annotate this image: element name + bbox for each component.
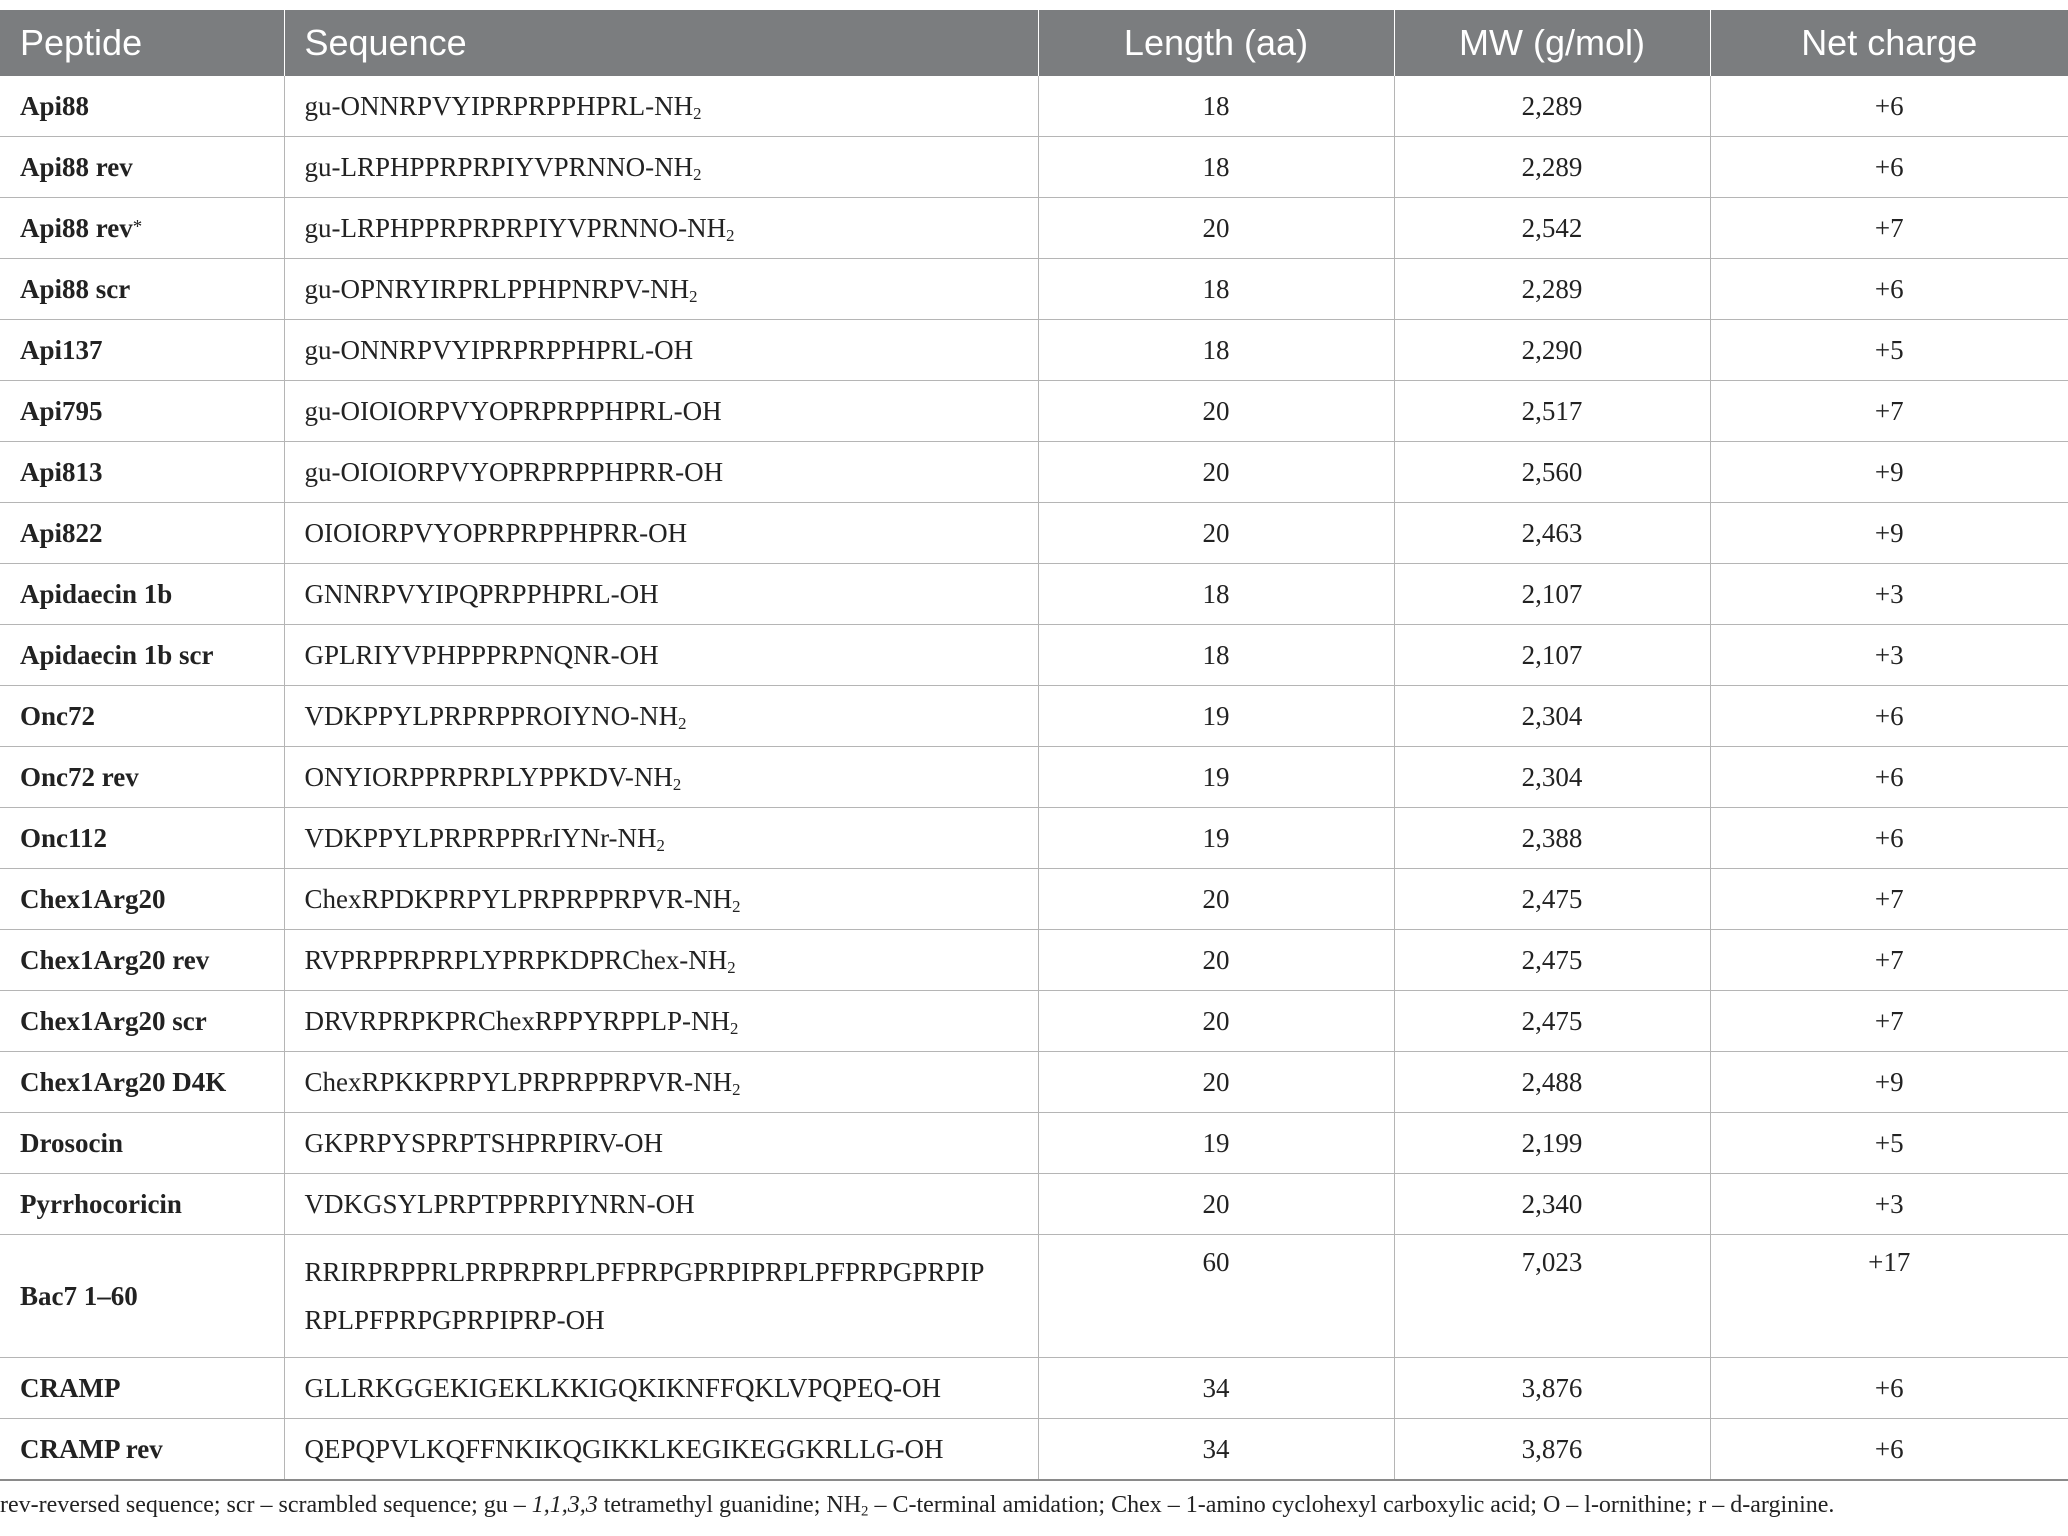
cell-net-charge: +6 (1710, 1358, 2068, 1419)
cell-length: 20 (1038, 1174, 1394, 1235)
sequence-subscript: 2 (672, 774, 682, 794)
peptide-name: Bac7 1–60 (20, 1280, 138, 1311)
sequence-subscript: 2 (730, 1018, 739, 1038)
cell-mw: 2,463 (1394, 503, 1710, 564)
table-row (0, 869, 2068, 930)
cell-net-charge: +5 (1710, 1113, 2068, 1174)
sequence-text: gu-LRPHPPRPRPRPIYVPRNNO-NH (304, 212, 727, 243)
table-row (0, 991, 2068, 1052)
sequence-text: gu-OIOIORPVYOPRPRPPHPRL-OH (304, 395, 722, 426)
sequence-text: OIOIORPVYOPRPRPPHPRR-OH (304, 517, 688, 548)
cell-net-charge: +6 (1710, 1419, 2068, 1481)
cell-mw: 2,199 (1394, 1113, 1710, 1174)
sequence-text: GKPRPYSPRPTSHPRPIRV-OH (304, 1127, 663, 1158)
cell-peptide (0, 1235, 284, 1358)
cell-length: 18 (1038, 137, 1394, 198)
cell-length: 18 (1038, 564, 1394, 625)
cell-sequence (284, 442, 1038, 503)
cell-net-charge: +6 (1710, 686, 2068, 747)
peptide-name: Apidaecin 1b scr (20, 639, 214, 670)
cell-peptide (0, 991, 284, 1052)
cell-net-charge: +7 (1710, 991, 2068, 1052)
peptide-name: Api88 (20, 90, 90, 121)
peptide-name: Chex1Arg20 (20, 883, 166, 914)
cell-sequence (284, 930, 1038, 991)
cell-peptide (0, 564, 284, 625)
table-row (0, 259, 2068, 320)
cell-net-charge: +5 (1710, 320, 2068, 381)
cell-length: 19 (1038, 808, 1394, 869)
cell-net-charge: +7 (1710, 930, 2068, 991)
sequence-subscript: 2 (727, 957, 736, 977)
table-row (0, 198, 2068, 259)
cell-sequence (284, 869, 1038, 930)
cell-mw: 2,475 (1394, 991, 1710, 1052)
cell-mw: 2,560 (1394, 442, 1710, 503)
cell-net-charge: +9 (1710, 1052, 2068, 1113)
cell-sequence (284, 381, 1038, 442)
table-row (0, 625, 2068, 686)
peptide-name: Api88 rev (20, 212, 133, 243)
table-row (0, 930, 2068, 991)
sequence-text: VDKPPYLPRPRPPROIYNO-NH (304, 700, 679, 731)
sequence-subscript: 2 (726, 225, 735, 245)
sequence-text: GNNRPVYIPQPRPPHPRL-OH (304, 578, 659, 609)
cell-sequence (284, 137, 1038, 198)
cell-peptide (0, 869, 284, 930)
sequence-subscript: 2 (732, 1079, 741, 1099)
cell-peptide (0, 747, 284, 808)
peptide-name: Api822 (20, 517, 103, 548)
cell-sequence (284, 503, 1038, 564)
cell-length: 34 (1038, 1358, 1394, 1419)
cell-mw: 2,340 (1394, 1174, 1710, 1235)
cell-net-charge: +9 (1710, 503, 2068, 564)
cell-peptide (0, 503, 284, 564)
table-row (0, 1174, 2068, 1235)
cell-length: 60 (1038, 1235, 1394, 1358)
cell-sequence (284, 1052, 1038, 1113)
table-footnote (0, 1492, 2068, 1519)
table-row (0, 747, 2068, 808)
cell-net-charge: +6 (1710, 259, 2068, 320)
cell-sequence (284, 747, 1038, 808)
footnote-subscript: 2 (861, 1503, 869, 1520)
sequence-text: gu-LRPHPPRPRPIYVPRNNO-NH (304, 151, 694, 182)
cell-length: 20 (1038, 198, 1394, 259)
cell-length: 18 (1038, 76, 1394, 137)
table-row (0, 808, 2068, 869)
sequence-subscript: 2 (732, 896, 741, 916)
sequence-text: ONYIORPPRPRPLYPPKDV-NH (304, 761, 673, 792)
sequence-text: VDKGSYLPRPTPPRPIYNRN-OH (304, 1188, 695, 1219)
footnote-italic: 1,1,3,3 (531, 1492, 598, 1518)
cell-mw: 2,517 (1394, 381, 1710, 442)
header-sequence: Sequence (284, 10, 1038, 76)
table-row (0, 564, 2068, 625)
sequence-subscript: 2 (693, 164, 702, 184)
cell-sequence (284, 320, 1038, 381)
sequence-text: GLLRKGGEKIGEKLKKIGQKIKNFFQKLVPQPEQ-OH (304, 1372, 941, 1403)
cell-length: 18 (1038, 625, 1394, 686)
sequence-subscript: 2 (689, 286, 698, 306)
sequence-text: ChexRPKKPRPYLPRPRPPRPVR-NH (304, 1066, 733, 1097)
cell-length: 20 (1038, 442, 1394, 503)
table-row (0, 320, 2068, 381)
cell-sequence (284, 991, 1038, 1052)
peptide-name: Api88 rev (20, 151, 133, 182)
cell-peptide (0, 686, 284, 747)
table-row (0, 686, 2068, 747)
cell-mw: 7,023 (1394, 1235, 1710, 1358)
peptide-name: Chex1Arg20 rev (20, 944, 210, 975)
table-row (0, 1052, 2068, 1113)
cell-peptide (0, 1113, 284, 1174)
cell-sequence (284, 1174, 1038, 1235)
cell-peptide (0, 1358, 284, 1419)
cell-peptide (0, 808, 284, 869)
table-row (0, 76, 2068, 137)
cell-peptide (0, 1419, 284, 1481)
cell-mw: 2,289 (1394, 137, 1710, 198)
cell-length: 20 (1038, 869, 1394, 930)
sequence-subscript: 2 (693, 103, 702, 123)
peptide-name: Onc72 rev (20, 761, 139, 792)
sequence-text-continued: RPLPFPRPGPRPIPRP-OH (304, 1305, 605, 1335)
table-row (0, 381, 2068, 442)
footnote-text-1: rev-reversed sequence; scr – scrambled sequence; gu – (0, 1492, 532, 1518)
cell-peptide (0, 137, 284, 198)
cell-peptide (0, 259, 284, 320)
cell-mw: 2,388 (1394, 808, 1710, 869)
cell-mw: 2,475 (1394, 869, 1710, 930)
cell-peptide (0, 76, 284, 137)
table-header (0, 10, 2068, 76)
table-row (0, 137, 2068, 198)
cell-net-charge: +6 (1710, 808, 2068, 869)
cell-mw: 2,289 (1394, 259, 1710, 320)
cell-net-charge: +7 (1710, 198, 2068, 259)
cell-net-charge: +3 (1710, 625, 2068, 686)
table-row (0, 442, 2068, 503)
sequence-text: QEPQPVLKQFFNKIKQGIKKLKEGIKEGGKRLLG-OH (304, 1433, 944, 1464)
cell-net-charge: +6 (1710, 747, 2068, 808)
header-length: Length (aa) (1038, 10, 1394, 76)
header-net-charge: Net charge (1710, 10, 2068, 76)
cell-sequence (284, 625, 1038, 686)
cell-sequence (284, 259, 1038, 320)
peptide-name: Api137 (20, 334, 103, 365)
table-row (0, 1113, 2068, 1174)
sequence-text: gu-OIOIORPVYOPRPRPPHPRR-OH (304, 456, 724, 487)
peptide-name: Onc112 (20, 822, 108, 853)
peptide-name: CRAMP rev (20, 1433, 163, 1464)
peptide-name: Apidaecin 1b (20, 578, 173, 609)
footnote-text-3: tetramethyl guanidine; NH (597, 1492, 862, 1518)
peptide-name: Chex1Arg20 scr (20, 1005, 207, 1036)
sequence-text: VDKPPYLPRPRPPRrIYNr-NH (304, 822, 657, 853)
cell-net-charge: +3 (1710, 564, 2068, 625)
peptide-name: Api813 (20, 456, 103, 487)
cell-peptide (0, 198, 284, 259)
cell-mw: 2,304 (1394, 747, 1710, 808)
sequence-text: gu-ONNRPVYIPRPRPPHPRL-OH (304, 334, 694, 365)
cell-sequence (284, 1113, 1038, 1174)
cell-net-charge: +17 (1710, 1235, 2068, 1358)
cell-mw: 2,475 (1394, 930, 1710, 991)
cell-length: 19 (1038, 686, 1394, 747)
cell-mw: 2,290 (1394, 320, 1710, 381)
cell-sequence (284, 1358, 1038, 1419)
cell-mw: 2,488 (1394, 1052, 1710, 1113)
cell-length: 19 (1038, 747, 1394, 808)
table-row (0, 1419, 2068, 1481)
cell-peptide (0, 1052, 284, 1113)
cell-peptide (0, 442, 284, 503)
cell-length: 20 (1038, 991, 1394, 1052)
cell-net-charge: +6 (1710, 76, 2068, 137)
header-mw: MW (g/mol) (1394, 10, 1710, 76)
cell-sequence (284, 1235, 1038, 1358)
peptide-name: Onc72 (20, 700, 96, 731)
peptide-name: Api88 scr (20, 273, 131, 304)
table-row (0, 1358, 2068, 1419)
cell-mw: 3,876 (1394, 1419, 1710, 1481)
cell-net-charge: +7 (1710, 381, 2068, 442)
header-row (0, 10, 2068, 76)
table-row (0, 503, 2068, 564)
sequence-subscript: 2 (656, 835, 665, 855)
sequence-text: DRVRPRPKPRChexRPPYRPPLP-NH (304, 1005, 730, 1036)
sequence-text: gu-OPNRYIRPRLPPHPNRPV-NH (304, 273, 690, 304)
cell-peptide (0, 320, 284, 381)
peptide-footnote-mark: * (132, 215, 143, 237)
peptide-name: Pyrrhocoricin (20, 1188, 182, 1219)
cell-length: 20 (1038, 381, 1394, 442)
sequence-text: RRIRPRPPRLPRPRPRPLPFPRPGPRPIPRPLPFPRPGPRPIP (304, 1257, 985, 1287)
cell-mw: 3,876 (1394, 1358, 1710, 1419)
cell-peptide (0, 381, 284, 442)
cell-length: 20 (1038, 503, 1394, 564)
cell-length: 18 (1038, 259, 1394, 320)
cell-net-charge: +7 (1710, 869, 2068, 930)
cell-mw: 2,107 (1394, 625, 1710, 686)
cell-sequence (284, 198, 1038, 259)
table-row (0, 1235, 2068, 1358)
header-peptide: Peptide (0, 10, 284, 76)
cell-length: 18 (1038, 320, 1394, 381)
peptide-name: Api795 (20, 395, 103, 426)
cell-sequence (284, 76, 1038, 137)
sequence-text: gu-ONNRPVYIPRPRPPHPRL-NH (304, 90, 694, 121)
cell-mw: 2,304 (1394, 686, 1710, 747)
peptide-name: CRAMP (20, 1372, 121, 1403)
cell-length: 20 (1038, 1052, 1394, 1113)
peptide-table (0, 10, 2068, 1481)
sequence-subscript: 2 (678, 713, 687, 733)
cell-peptide (0, 930, 284, 991)
cell-length: 34 (1038, 1419, 1394, 1481)
cell-mw: 2,542 (1394, 198, 1710, 259)
cell-sequence (284, 1419, 1038, 1481)
sequence-text: RVPRPPRPRPLYPRPKDPRChex-NH (304, 944, 728, 975)
table-body (0, 76, 2068, 1480)
cell-length: 19 (1038, 1113, 1394, 1174)
cell-sequence (284, 686, 1038, 747)
sequence-text: ChexRPDKPRPYLPRPRPPRPVR-NH (304, 883, 733, 914)
sequence-text: GPLRIYVPHPPPRPNQNR-OH (304, 639, 659, 670)
footnote-text-4: – C-terminal amidation; Chex – 1-amino cyclohexyl carboxylic acid; O – l-ornithine; r – d-arginine. (868, 1492, 1835, 1518)
cell-net-charge: +6 (1710, 137, 2068, 198)
cell-net-charge: +9 (1710, 442, 2068, 503)
peptide-name: Drosocin (20, 1127, 124, 1158)
cell-mw: 2,107 (1394, 564, 1710, 625)
cell-net-charge: +3 (1710, 1174, 2068, 1235)
cell-sequence (284, 808, 1038, 869)
cell-peptide (0, 1174, 284, 1235)
cell-mw: 2,289 (1394, 76, 1710, 137)
cell-peptide (0, 625, 284, 686)
cell-sequence (284, 564, 1038, 625)
peptide-name: Chex1Arg20 D4K (20, 1066, 227, 1097)
cell-length: 20 (1038, 930, 1394, 991)
